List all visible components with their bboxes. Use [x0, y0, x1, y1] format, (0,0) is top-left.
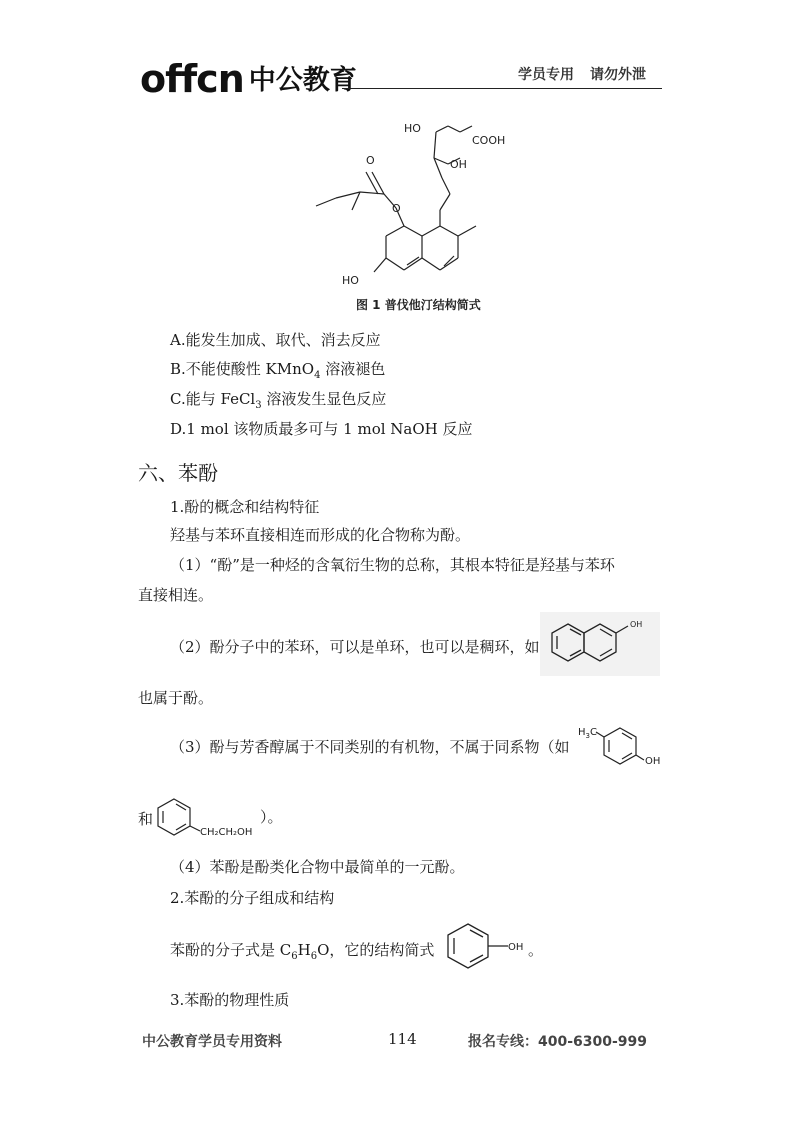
pravastatin-structure-figure	[300, 112, 530, 294]
phenylethanol-structure	[156, 793, 266, 841]
footer-right: 报名专线：400-6300-999	[468, 1034, 648, 1050]
label-o-carbonyl: O	[366, 154, 375, 167]
option-c	[170, 389, 386, 416]
option-a: A.能发生加成、取代、消去反应	[170, 331, 381, 349]
option-c-post: 溶液发生显色反应	[261, 390, 387, 408]
p3-text: （3）酚与芳香醇属于不同类别的有机物，不属于同系物（如	[170, 738, 570, 756]
p1-line2: 直接相连。	[138, 586, 214, 604]
option-c-sub: 3	[255, 400, 262, 411]
label-ho-top: HO	[404, 122, 421, 135]
label-ho-bottom: HO	[342, 274, 359, 287]
s2-end: 。	[528, 941, 544, 959]
option-b-pre: B.不能使酸性 KMnO	[170, 360, 315, 378]
s2-title: 2.苯酚的分子组成和结构	[170, 889, 335, 907]
label-oh-mid: OH	[450, 158, 467, 171]
label-cooh: COOH	[472, 134, 506, 147]
option-b-sub: 4	[314, 370, 321, 381]
s2-formula-line: 苯酚的分子式是 $C_6H_6O$，它的结构简式	[170, 941, 435, 962]
phenol-oh-label: OH	[508, 942, 524, 953]
naphthol-oh-label: OH	[630, 620, 643, 629]
p-cresol-h3c-label: $H_3C$	[578, 727, 597, 740]
logo-chinese-text: 中公教育	[248, 65, 357, 96]
p3-and: 和	[138, 810, 154, 828]
section-title: 六、苯酚	[138, 461, 218, 485]
naphthol-structure	[540, 612, 660, 676]
label-o-ester: O	[392, 202, 401, 215]
naphthol-image	[540, 612, 660, 676]
figure1-caption: 图 1 普伐他汀结构简式	[356, 298, 481, 312]
s1-definition: 羟基与苯环直接相连而形成的化合物称为酚。	[170, 526, 471, 544]
header-note-2: 请勿外泄	[590, 67, 646, 83]
offcn-logo	[140, 54, 357, 101]
option-d: D.1 mol 该物质最多可与 1 mol NaOH 反应	[170, 420, 473, 438]
p2-text: （2）酚分子中的苯环，可以是单环，也可以是稠环，如	[170, 638, 540, 656]
p-cresol-structure	[576, 720, 668, 774]
option-b	[170, 359, 385, 386]
header-note	[518, 64, 646, 84]
option-b-post: 溶液褪色	[320, 360, 386, 378]
page-number: 114	[388, 1030, 417, 1048]
p3-close: ）。	[260, 808, 283, 826]
logo-latin-text: offcn	[140, 57, 244, 101]
phenylethanol-label: CH₂CH₂OH	[200, 827, 253, 838]
p-cresol-oh-label: OH	[645, 756, 661, 767]
p1-line1: （1）“酚”是一种烃的含氧衍生物的总称，其根本特征是羟基与苯环	[170, 556, 615, 574]
s3-title: 3.苯酚的物理性质	[170, 991, 290, 1009]
s1-title: 1.酚的概念和结构特征	[170, 498, 320, 516]
footer-left: 中公教育学员专用资料	[142, 1034, 282, 1050]
p4-text: （4）苯酚是酚类化合物中最简单的一元酚。	[170, 858, 465, 876]
p2-tail: 也属于酚。	[138, 689, 214, 707]
header-rule	[342, 88, 662, 89]
option-c-pre: C.能与 FeCl	[170, 390, 256, 408]
header-note-1: 学员专用	[518, 67, 574, 83]
